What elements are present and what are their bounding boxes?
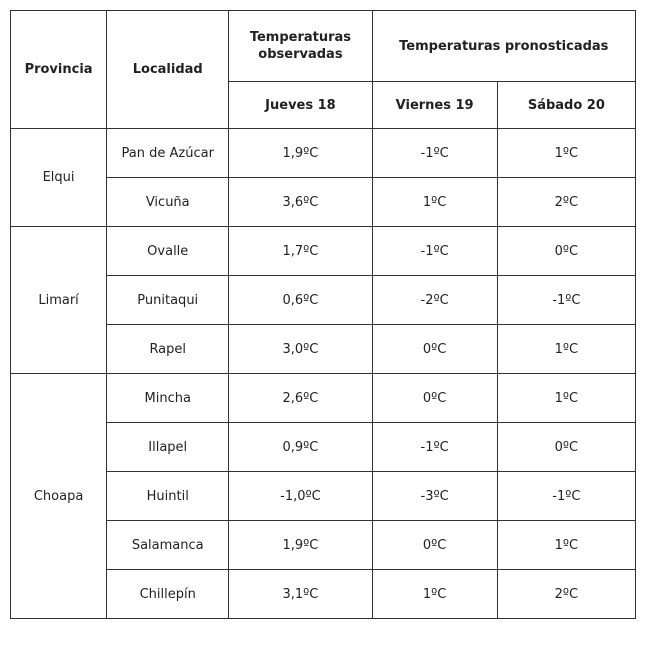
localidad-cell: Vicuña bbox=[107, 178, 229, 227]
temperature-table bbox=[10, 10, 636, 619]
sabado-cell: 0ºC bbox=[497, 227, 635, 276]
header-row-1 bbox=[11, 11, 636, 82]
header-pronosticadas: Temperaturas pronosticadas bbox=[372, 11, 635, 82]
sabado-cell: 1ºC bbox=[497, 521, 635, 570]
header-day-jueves: Jueves 18 bbox=[229, 82, 372, 129]
header-observadas-line1: Temperaturas bbox=[249, 30, 352, 45]
sabado-cell: 1ºC bbox=[497, 374, 635, 423]
jueves-cell: 1,7ºC bbox=[229, 227, 372, 276]
jueves-cell: 2,6ºC bbox=[229, 374, 372, 423]
header-day-viernes: Viernes 19 bbox=[372, 82, 497, 129]
jueves-cell: 1,9ºC bbox=[229, 521, 372, 570]
header-day-sabado: Sábado 20 bbox=[497, 82, 635, 129]
sabado-cell: 2ºC bbox=[497, 570, 635, 619]
header-provincia: Provincia bbox=[11, 11, 107, 129]
viernes-cell: 1ºC bbox=[372, 178, 497, 227]
table-row bbox=[11, 227, 636, 276]
jueves-cell: 3,1ºC bbox=[229, 570, 372, 619]
localidad-cell: Salamanca bbox=[107, 521, 229, 570]
header-localidad: Localidad bbox=[107, 11, 229, 129]
table-row bbox=[11, 374, 636, 423]
sabado-cell: 2ºC bbox=[497, 178, 635, 227]
viernes-cell: -2ºC bbox=[372, 276, 497, 325]
table-body bbox=[11, 129, 636, 619]
sabado-cell: 1ºC bbox=[497, 325, 635, 374]
sabado-cell: -1ºC bbox=[497, 472, 635, 521]
province-cell: Choapa bbox=[11, 374, 107, 619]
jueves-cell: 1,9ºC bbox=[229, 129, 372, 178]
viernes-cell: 0ºC bbox=[372, 521, 497, 570]
localidad-cell: Punitaqui bbox=[107, 276, 229, 325]
sabado-cell: -1ºC bbox=[497, 276, 635, 325]
sabado-cell: 0ºC bbox=[497, 423, 635, 472]
header-observadas bbox=[229, 11, 372, 82]
localidad-cell: Rapel bbox=[107, 325, 229, 374]
jueves-cell: 3,6ºC bbox=[229, 178, 372, 227]
localidad-cell: Chillepín bbox=[107, 570, 229, 619]
province-cell: Limarí bbox=[11, 227, 107, 374]
province-cell: Elqui bbox=[11, 129, 107, 227]
viernes-cell: 0ºC bbox=[372, 325, 497, 374]
localidad-cell: Huintil bbox=[107, 472, 229, 521]
localidad-cell: Mincha bbox=[107, 374, 229, 423]
localidad-cell: Ovalle bbox=[107, 227, 229, 276]
viernes-cell: -1ºC bbox=[372, 423, 497, 472]
localidad-cell: Pan de Azúcar bbox=[107, 129, 229, 178]
jueves-cell: -1,0ºC bbox=[229, 472, 372, 521]
viernes-cell: -1ºC bbox=[372, 129, 497, 178]
sabado-cell: 1ºC bbox=[497, 129, 635, 178]
viernes-cell: 0ºC bbox=[372, 374, 497, 423]
viernes-cell: -1ºC bbox=[372, 227, 497, 276]
jueves-cell: 3,0ºC bbox=[229, 325, 372, 374]
jueves-cell: 0,6ºC bbox=[229, 276, 372, 325]
viernes-cell: 1ºC bbox=[372, 570, 497, 619]
header-observadas-line2: observadas bbox=[258, 47, 343, 62]
temperature-table-container bbox=[10, 10, 636, 619]
table-row bbox=[11, 129, 636, 178]
jueves-cell: 0,9ºC bbox=[229, 423, 372, 472]
viernes-cell: -3ºC bbox=[372, 472, 497, 521]
localidad-cell: Illapel bbox=[107, 423, 229, 472]
